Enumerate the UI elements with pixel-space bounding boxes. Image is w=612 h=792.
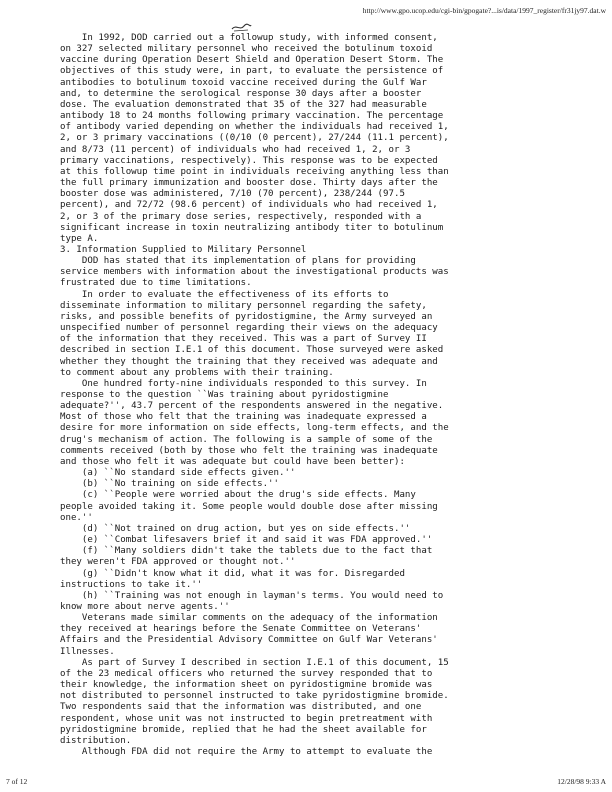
text-line: described in section I.E.1 of this document. Those surveyed were asked — [60, 345, 444, 356]
text-line: comments received (both by those who felt the training was inadequate — [60, 445, 438, 456]
text-line: vaccine during Operation Desert Shield and Operation Desert Storm. The — [60, 55, 444, 66]
text-line: booster dose was administered, 7/10 (70 percent), 238/244 (97.5 — [60, 189, 405, 200]
page-url: http://www.gpo.ucop.edu/cgi-bin/gpogate?...is/data/1997_register/fr31jy97.dat.w — [362, 6, 606, 15]
text-line: (g) ``Didn't know what it did, what it was for. Disregarded — [60, 568, 405, 579]
text-line: frustrated due to time limitations. — [60, 278, 252, 289]
text-line: and those who felt it was adequate but could have been better): — [60, 456, 405, 467]
text-line: (a) ``No standard side effects given.'' — [60, 468, 296, 479]
document-body — [60, 33, 580, 758]
text-line: One hundred forty-nine individuals responded to this survey. In — [60, 378, 427, 389]
text-line: Illnesses. — [60, 646, 115, 657]
text-line: response to the question ``Was training about pyridostigmine — [60, 390, 389, 400]
text-line: dose. The evaluation demonstrated that 35 of the 327 had measurable — [60, 99, 427, 110]
text-line: know more about nerve agents.'' — [60, 601, 230, 612]
text-line: one.'' — [60, 512, 93, 523]
text-line: to comment about any problems with their training. — [60, 367, 334, 378]
text-line: of antibody varied depending on whether the individuals had received 1, — [60, 122, 449, 133]
text-line: adequate?'', 43.7 percent of the respondents answered in the negative. — [60, 401, 444, 412]
text-line: desire for more information on side effects, long-term effects, and the — [60, 423, 449, 434]
text-line: whether they thought the training that they received was adequate and — [60, 356, 438, 367]
text-line: unspecified number of personnel regarding their views on the adequacy — [60, 323, 438, 334]
text-line: service members with information about the investigational products was — [60, 267, 449, 278]
print-timestamp: 12/28/98 9:33 A — [557, 777, 606, 786]
text-line: 2, or 3 of the primary dose series, respectively, responded with a — [60, 211, 422, 222]
text-line: and 8/73 (11 percent) of individuals who had received 1, 2, or 3 — [60, 144, 411, 155]
text-line: percent), and 72/72 (98.6 percent) of individuals who had received 1, — [60, 200, 438, 211]
text-line: antibody 18 to 24 months following primary vaccination. The percentage — [60, 111, 444, 122]
text-line: they weren't FDA approved or thought not.'' — [60, 557, 296, 568]
text-line: disseminate information to military personnel regarding the safety, — [60, 300, 427, 311]
text-line: instructions to take it.'' — [60, 579, 203, 590]
text-line: (b) ``No training on side effects.'' — [60, 479, 279, 490]
text-line: objectives of this study were, in part, to evaluate the persistence of — [60, 66, 444, 77]
text-line: risks, and possible benefits of pyridostigmine, the Army surveyed an — [60, 311, 433, 322]
text-line: pyridostigmine bromide, replied that he had the sheet available for — [60, 724, 427, 735]
text-line: As part of Survey I described in section I.E.1 of this document, 15 — [60, 657, 449, 668]
text-line: antibodies to botulinum toxoid vaccine received during the Gulf War — [60, 77, 427, 88]
text-line: people avoided taking it. Some people would double dose after missing — [60, 501, 438, 512]
text-line: In 1992, DOD carried out a followup study, with informed consent, — [60, 33, 438, 43]
text-line: Affairs and the Presidential Advisory Committee on Gulf War Veterans' — [60, 635, 438, 646]
text-line: (h) ``Training was not enough in layman's terms. You would need to — [60, 590, 444, 601]
text-line: not distributed to personnel instructed to take pyridostigmine bromide. — [60, 691, 449, 702]
text-line: Although FDA did not require the Army to attempt to evaluate the — [60, 747, 433, 757]
text-line: respondent, whose unit was not instructed to begin pretreatment with — [60, 713, 433, 724]
text-line: 3. Information Supplied to Military Personnel — [60, 244, 307, 255]
page-number: 7 of 12 — [6, 777, 28, 786]
text-line: 2, or 3 primary vaccinations ((0/10 (0 percent), 27/244 (11.1 percent), — [60, 133, 449, 144]
text-line: at this followup time point in individuals receiving anything less than — [60, 166, 449, 177]
text-line: on 327 selected military personnel who received the botulinum toxoid — [60, 44, 433, 55]
text-line: (d) ``Not trained on drug action, but yes on side effects.'' — [60, 523, 411, 534]
text-line: of the 23 medical officers who returned the survey responded that to — [60, 668, 433, 679]
text-line: (c) ``People were worried about the drug's side effects. Many — [60, 490, 416, 501]
text-line: the full primary immunization and booster dose. Thirty days after the — [60, 178, 438, 189]
handwritten-mark-icon — [230, 22, 252, 32]
text-line: primary vaccinations, respectively). This response was to be expected — [60, 155, 438, 166]
text-line: their knowledge, the information sheet on pyridostigmine bromide was — [60, 680, 433, 691]
text-line: they received at hearings before the Senate Committee on Veterans' — [60, 624, 422, 635]
text-line: In order to evaluate the effectiveness of its efforts to — [60, 289, 389, 300]
text-line: DOD has stated that its implementation of plans for providing — [60, 256, 416, 267]
text-line: (f) ``Many soldiers didn't take the tablets due to the fact that — [60, 546, 433, 557]
text-line: type A. — [60, 233, 99, 244]
text-line: significant increase in toxin neutralizing antibody titer to botulinum — [60, 222, 444, 233]
text-line: drug's mechanism of action. The following is a sample of some of the — [60, 434, 433, 445]
text-line: distribution. — [60, 735, 132, 746]
text-line: Veterans made similar comments on the adequacy of the information — [60, 613, 438, 624]
text-line: Most of those who felt that the training was inadequate expressed a — [60, 412, 427, 423]
text-line: and, to determine the serological response 30 days after a booster — [60, 88, 422, 99]
text-line: Two respondents said that the information was distributed, and one — [60, 702, 422, 713]
text-line: of the information that they received. This was a part of Survey II — [60, 334, 427, 345]
text-line: (e) ``Combat lifesavers brief it and said it was FDA approved.'' — [60, 535, 433, 546]
